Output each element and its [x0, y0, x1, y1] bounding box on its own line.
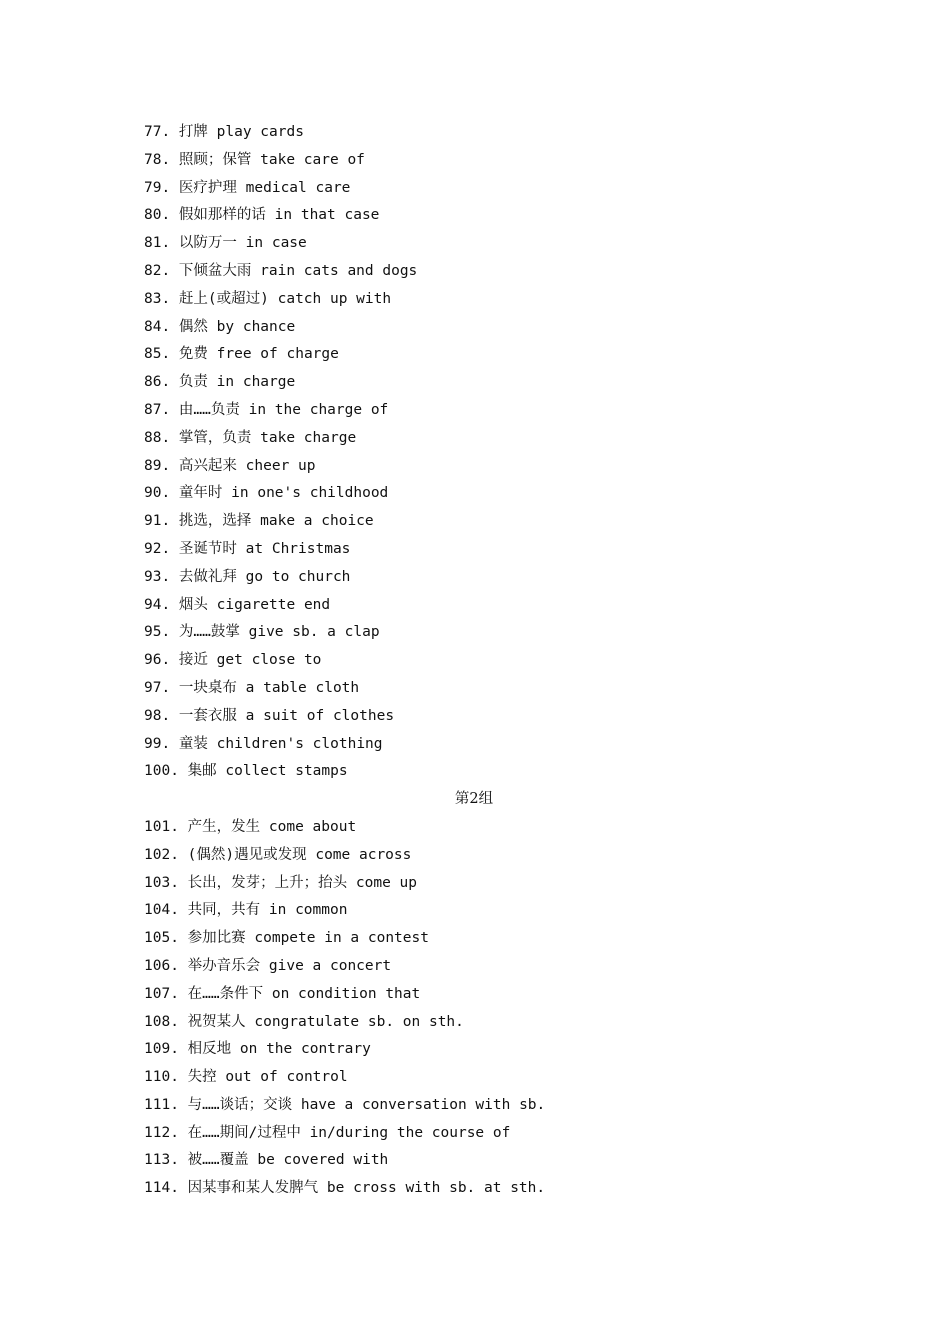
list-item: 107. 在……条件下 on condition that: [144, 985, 421, 1002]
list-item: 94. 烟头 cigarette end: [144, 596, 331, 613]
list-item: 85. 免费 free of charge: [144, 346, 339, 363]
list-item: 80. 假如那样的话 in that case: [144, 207, 380, 224]
list-item: 111. 与……谈话；交谈 have a conversation with sb.: [144, 1096, 546, 1113]
list-item: 108. 祝贺某人 congratulate sb. on sth.: [144, 1013, 464, 1030]
list-item: 95. 为……鼓掌 give sb. a clap: [144, 624, 380, 641]
list-item: 81. 以防万一 in case: [144, 235, 307, 252]
list-item: 89. 高兴起来 cheer up: [144, 457, 316, 474]
list-item: 92. 圣诞节时 at Christmas: [144, 540, 351, 557]
list-item: 102. (偶然)遇见或发现 come across: [144, 846, 412, 863]
list-item: 97. 一块桌布 a table cloth: [144, 679, 360, 696]
list-item: 91. 挑选，选择 make a choice: [144, 513, 374, 530]
list-item: 103. 长出，发芽；上升；抬头 come up: [144, 874, 417, 891]
list-item: 83. 赶上(或超过) catch up with: [144, 290, 392, 307]
list-item: 88. 掌管，负责 take charge: [144, 429, 357, 446]
section-title: 第2组: [454, 791, 494, 808]
list-item: 114. 因某事和某人发脾气 be cross with sb. at sth.: [144, 1180, 546, 1197]
list-item: 86. 负责 in charge: [144, 374, 296, 391]
list-item: 101. 产生，发生 come about: [144, 818, 357, 835]
list-item: 112. 在……期间/过程中 in/during the course of: [144, 1124, 511, 1141]
list-item: 100. 集邮 collect stamps: [144, 763, 348, 780]
list-item: 110. 失控 out of control: [144, 1069, 348, 1086]
list-item: 93. 去做礼拜 go to church: [144, 568, 351, 585]
list-item: 104. 共同，共有 in common: [144, 902, 348, 919]
phrase-list: [144, 119, 814, 1203]
list-item: 82. 下倾盆大雨 rain cats and dogs: [144, 262, 418, 279]
list-item: 109. 相反地 on the contrary: [144, 1041, 371, 1058]
list-item: 84. 偶然 by chance: [144, 318, 296, 335]
list-item: 96. 接近 get close to: [144, 652, 322, 669]
list-item: 90. 童年时 in one's childhood: [144, 485, 389, 502]
list-item: 106. 举办音乐会 give a concert: [144, 957, 392, 974]
list-item: 78. 照顾；保管 take care of: [144, 151, 365, 168]
list-item: 87. 由……负责 in the charge of: [144, 401, 389, 418]
list-item: 113. 被……覆盖 be covered with: [144, 1152, 389, 1169]
list-item: 105. 参加比赛 compete in a contest: [144, 930, 429, 947]
list-item: 98. 一套衣服 a suit of clothes: [144, 707, 395, 724]
list-item: 79. 医疗护理 medical care: [144, 179, 351, 196]
list-item: 77. 打牌 play cards: [144, 124, 304, 140]
list-item: 99. 童装 children's clothing: [144, 735, 383, 752]
